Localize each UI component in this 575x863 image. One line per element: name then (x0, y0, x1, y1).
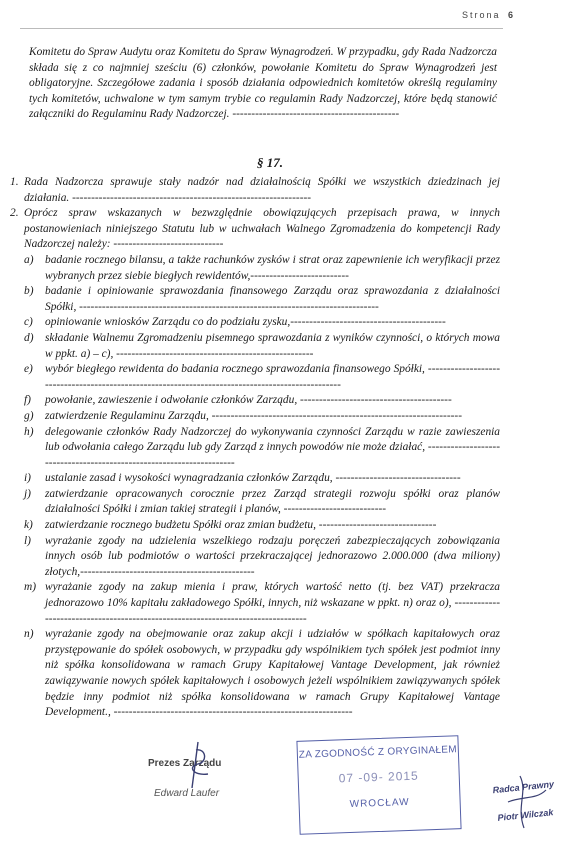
list-item (10, 206, 500, 721)
stamp-text: ZA ZGODNOŚĆ Z ORYGINAŁEM (298, 744, 458, 761)
list-item (10, 175, 500, 206)
subitem-marker: g) (24, 409, 34, 422)
subitem-text: wyrażanie zgody na zakup mienia i praw, których wartość netto (tj. bez VAT) przekracza jednorazowo 10% kapitału zakładowego Spółki, innych, niż wskazane w ppkt. n) oraz o), --------------------------------------------------------------------------------- (45, 581, 500, 625)
page-label: Strona (461, 10, 501, 20)
subitem-marker: f) (24, 394, 31, 407)
subitem-text: wybór biegłego rewidenta do badania rocznego sprawozdania finansowego Spółki, ------------------------------------------------------------------------------------------------- (45, 363, 500, 391)
page-number: 6 (507, 10, 513, 20)
sub-list-item (24, 315, 500, 331)
subitem-text: ustalanie zasad i wysokości wynagradzania członków Zarządu, --------------------------------- (45, 472, 461, 485)
stamp-city: WROCŁAW (349, 796, 410, 811)
sub-list-item (24, 518, 500, 534)
subitem-text: składanie Walnemu Zgromadzeniu pisemnego sprawozdania z wyników czynności, o których mowa w ppkt. a) – c), ---------------------------------------------------- (45, 331, 500, 360)
sub-list-item (24, 409, 500, 425)
subitem-text: badanie i opiniowanie sprawozdania finansowego Zarządu oraz sprawozdania z działalności Spółki, ------------------------------------------------------------------------------- (45, 285, 500, 313)
subitem-text: wyrażanie zgody na udzielenia wszelkiego rodzaju poręczeń zabezpieczających zobowiązania innych osób lub podmiotów o wartości przekraczającej jednorazowo 2.000.000 (dwa miliony) złotych,---------------------------------------------- (45, 534, 500, 578)
item-marker: 2. (10, 207, 19, 220)
certification-stamp (296, 735, 461, 835)
sub-list-item (24, 534, 500, 581)
sub-list-item (24, 487, 500, 518)
subitem-text: opiniowanie wniosków Zarządu co do podziału zysku,----------------------------------------- (45, 316, 446, 329)
president-signature-block (148, 758, 222, 799)
subitem-marker: i) (24, 472, 31, 485)
sub-list-item (24, 393, 500, 409)
signature-name: Edward Laufer (154, 788, 220, 799)
subitem-marker: b) (24, 285, 34, 298)
subitem-text: delegowanie członków Rady Nadzorczej do wykonywania czynności Zarządu w razie zawieszenia lub odwołania całego Zarządu lub gdy Zarząd z innych powodów nie może działać, --------------------------------------------------------------------- (45, 425, 500, 469)
subitem-text: badanie rocznego bilansu, a także rachunków zysków i strat oraz zapewnienie ich weryfikacji przez wybranych przez siebie biegłych rewidentów,-------------------------- (45, 253, 500, 282)
signature-title: Prezes Zarządu (148, 758, 222, 769)
header-divider (20, 28, 503, 29)
sub-list (24, 253, 500, 721)
subitem-text: zatwierdzanie opracowanych corocznie przez Zarząd strategii rozwoju spółki oraz planów działalności Spółki i zmian takiej strategii i planów, --------------------------- (45, 487, 500, 516)
subitem-marker: e) (24, 363, 33, 376)
sub-list-item (24, 253, 500, 284)
legal-counsel-stamp (492, 779, 557, 823)
subitem-marker: k) (24, 519, 33, 532)
article-list (10, 175, 500, 721)
signature-scribble (178, 740, 218, 790)
subitem-marker: h) (24, 425, 34, 438)
subitem-text: powołanie, zawieszenie i odwołanie członków Zarządu, ---------------------------------------- (45, 394, 452, 407)
intro-paragraph: Komitetu do Spraw Audytu oraz Komitetu do Spraw Wynagrodzeń. W przypadku, gdy Rada Nadzorcza składa się z co najmniej sześciu (6) członków, powołanie Komitetu do Spraw Wynagrodzeń jest obligatoryjne. Szczegółowe zadania i sposób działania odpowiednich komitetów określą regulaminy tych komitetów, uchwalone w tym samym trybie co regulamin Rady Nadzorczej, które będą stanowić załączniki do Regulaminu Rady Nadzorczej. -------------------------------------------- (29, 46, 497, 121)
subitem-marker: d) (24, 331, 34, 344)
item-marker: 1. (10, 176, 19, 188)
subitem-text: zatwierdzanie rocznego budżetu Spółki oraz zmian budżetu, ------------------------------- (45, 519, 437, 532)
item-text: Rada Nadzorcza sprawuje stały nadzór nad działalnością Spółki we wszystkich dziedzinach jej działania. --------------------------------------------------------------- (24, 176, 500, 204)
subitem-text: wyrażanie zgody na obejmowanie oraz zakup akcji i udziałów w spółkach kapitałowych oraz przystępowanie do spółek osobowych, w przypadku gdy wspólnikiem tych spółek jest podmiot inny niż spółka konsolidowana w ramach Grupy Kapitałowej Vantage Development, jak również zawiązywanie nowych spółek kapitałowych i osobowych jeżeli wspólnikiem zawiązywanych spółek będzie inny podmiot niż spółka konsolidowana w ramach Grupy Kapitałowej Vantage Development., --------------------------------------------------------------- (45, 628, 500, 719)
subitem-marker: n) (24, 628, 34, 641)
subitem-marker: a) (24, 253, 34, 266)
subitem-text: zatwierdzenie Regulaminu Zarządu, ------------------------------------------------------------------ (45, 409, 462, 422)
section-title: § 17. (257, 155, 283, 170)
counsel-name: Piotr Wilczak (497, 807, 554, 823)
sub-list-item (24, 362, 500, 393)
counsel-title: Radca Prawny (492, 778, 555, 796)
stamp-date: 07 -09- 2015 (338, 768, 419, 786)
subitem-marker: m) (24, 581, 37, 594)
sub-list-item (24, 331, 500, 362)
sub-list-item (24, 580, 500, 627)
sub-list-item (24, 284, 500, 315)
subitem-marker: j) (24, 487, 31, 500)
subitem-marker: l) (24, 534, 31, 547)
sub-list-item (24, 627, 500, 721)
sub-list-item (24, 425, 500, 472)
subitem-marker: c) (24, 316, 33, 329)
item-text: Oprócz spraw wskazanych w bezwzględnie obowiązujących przepisach prawa, w innych postanowieniach niniejszego Statutu lub w uchwałach Walnego Zgromadzenia do kompetencji Rady Nadzorczej należy: ----------------------------- (24, 207, 500, 251)
sub-list-item (24, 471, 500, 487)
page-header (462, 10, 513, 20)
